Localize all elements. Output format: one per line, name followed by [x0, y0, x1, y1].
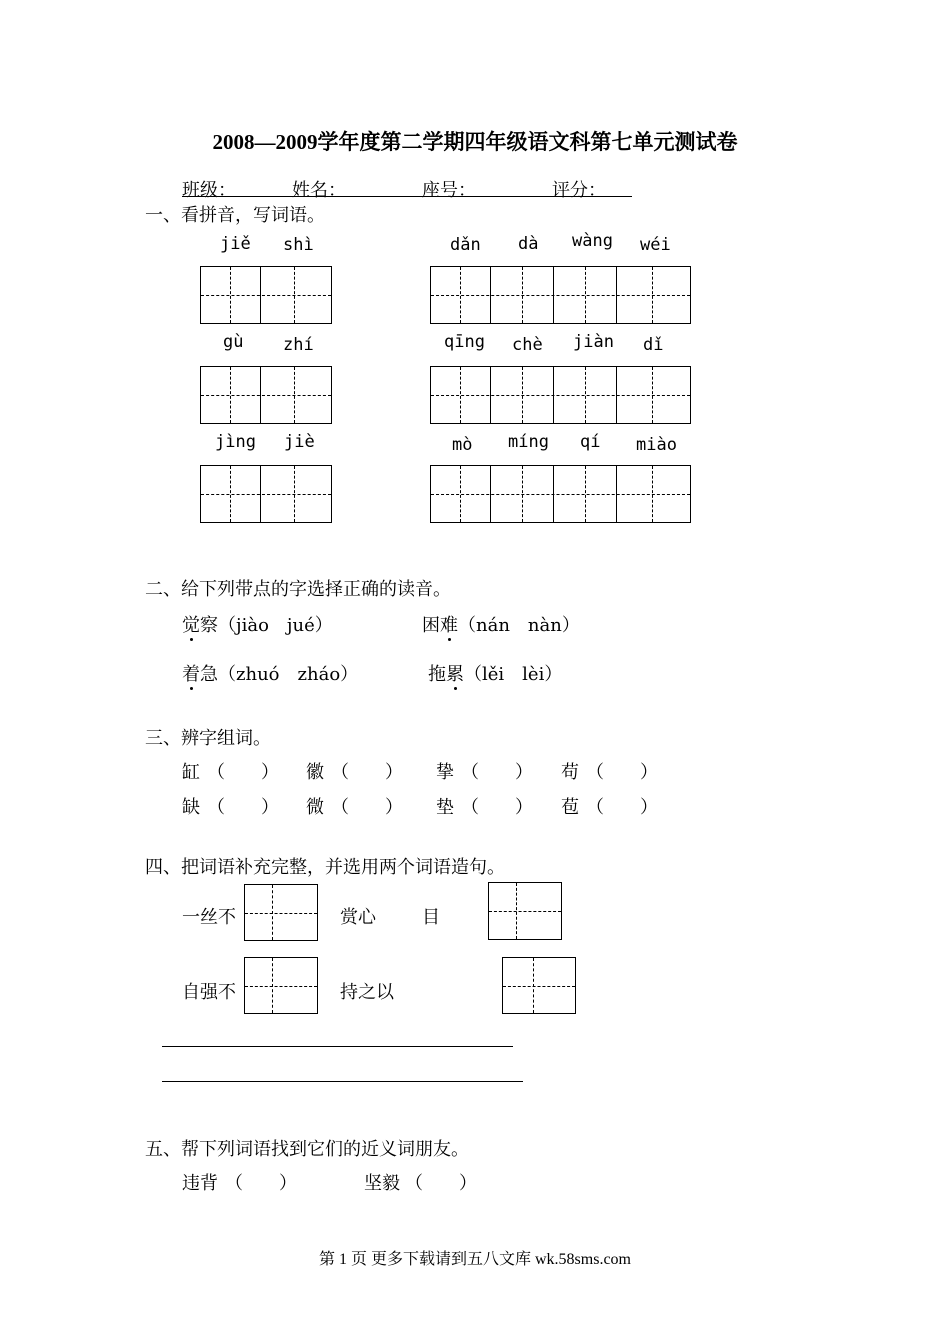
idiom-blank-grid[interactable] [244, 957, 318, 1014]
paren-blank[interactable]: （ ） [405, 1173, 477, 1194]
pinyin: dǐ [643, 335, 664, 355]
paren-blank[interactable]: （ ） [207, 762, 279, 783]
word: 违背 [182, 1173, 218, 1194]
pinyin: wàng [572, 231, 613, 251]
word-char: 缸 [182, 762, 200, 783]
word-char: 挚 [436, 762, 454, 783]
section-1-heading: 一、看拼音，写词语。 [145, 205, 325, 226]
writing-grid[interactable] [200, 266, 332, 324]
page-footer: 第 1 页 更多下载请到五八文库 wk.58sms.com [318, 1251, 631, 1268]
idiom-blank-grid[interactable] [502, 957, 576, 1014]
dotted-char: 难 [440, 615, 458, 636]
paren-blank[interactable]: （ ） [586, 762, 658, 783]
page-title: 2008—2009学年度第二学期四年级语文科第七单元测试卷 [212, 130, 738, 154]
idiom-blank-grid[interactable] [488, 882, 562, 940]
pinyin: wéi [640, 235, 671, 255]
writing-grid[interactable] [430, 366, 691, 424]
idiom-part: 持之以 [340, 982, 394, 1003]
pinyin: gù [223, 332, 244, 352]
pinyin: zhí [283, 335, 314, 355]
sentence-line[interactable] [162, 1046, 513, 1047]
pinyin: jiè [284, 432, 315, 452]
dotted-char: 累 [446, 664, 464, 685]
paren-blank[interactable]: （ ） [586, 797, 658, 818]
writing-grid[interactable] [200, 465, 332, 523]
idiom-part: 一丝不 [182, 907, 236, 928]
idiom-blank-grid[interactable] [244, 884, 318, 941]
sentence-line[interactable] [162, 1081, 523, 1082]
reading-item: 拖累（lěi lèi） [428, 664, 563, 685]
info-underline [182, 196, 632, 197]
word-char: 垫 [436, 797, 454, 818]
section-2-heading: 二、给下列带点的字选择正确的读音。 [145, 579, 451, 600]
pinyin: chè [512, 335, 543, 355]
word-char: 微 [306, 797, 324, 818]
paren-blank[interactable]: （ ） [225, 1173, 297, 1194]
pinyin: jiàn [573, 332, 614, 352]
pinyin: jìng [215, 432, 256, 452]
seat-label: 座号： [422, 180, 476, 201]
section-5-heading: 五、帮下列词语找到它们的近义词朋友。 [145, 1139, 469, 1160]
paren-blank[interactable]: （ ） [331, 797, 403, 818]
dotted-char: 着 [182, 664, 200, 685]
reading-item: 觉察（jiào jué） [182, 615, 333, 636]
paren-blank[interactable]: （ ） [461, 797, 533, 818]
word-char: 苞 [561, 797, 579, 818]
pinyin: dà [518, 234, 539, 254]
pinyin: mò [452, 435, 473, 455]
paren-blank[interactable]: （ ） [461, 762, 533, 783]
pinyin: miào [636, 435, 677, 455]
class-label: 班级： [182, 180, 236, 201]
score-label: 评分： [552, 180, 606, 201]
pinyin: qí [580, 432, 601, 452]
word: 坚毅 [364, 1173, 400, 1194]
pinyin: jiě [220, 234, 251, 254]
word-char: 徽 [306, 762, 324, 783]
idiom-part: 自强不 [182, 982, 236, 1003]
section-4-heading: 四、把词语补充完整，并选用两个词语造句。 [145, 857, 505, 878]
idiom-part: 赏心 [340, 907, 376, 928]
pinyin: shì [283, 235, 314, 255]
pinyin: dǎn [450, 235, 481, 255]
paren-blank[interactable]: （ ） [207, 797, 279, 818]
pinyin: qīng [444, 332, 485, 352]
writing-grid[interactable] [430, 465, 691, 523]
idiom-part: 目 [422, 907, 440, 928]
writing-grid[interactable] [200, 366, 332, 424]
reading-item: 困难（nán nàn） [422, 615, 580, 636]
word-char: 苟 [561, 762, 579, 783]
reading-item: 着急（zhuó zháo） [182, 664, 359, 685]
dotted-char: 觉 [182, 615, 200, 636]
writing-grid[interactable] [430, 266, 691, 324]
paren-blank[interactable]: （ ） [331, 762, 403, 783]
section-3-heading: 三、辨字组词。 [145, 728, 271, 749]
word-char: 缺 [182, 797, 200, 818]
name-label: 姓名： [292, 180, 346, 201]
pinyin: míng [508, 432, 549, 452]
